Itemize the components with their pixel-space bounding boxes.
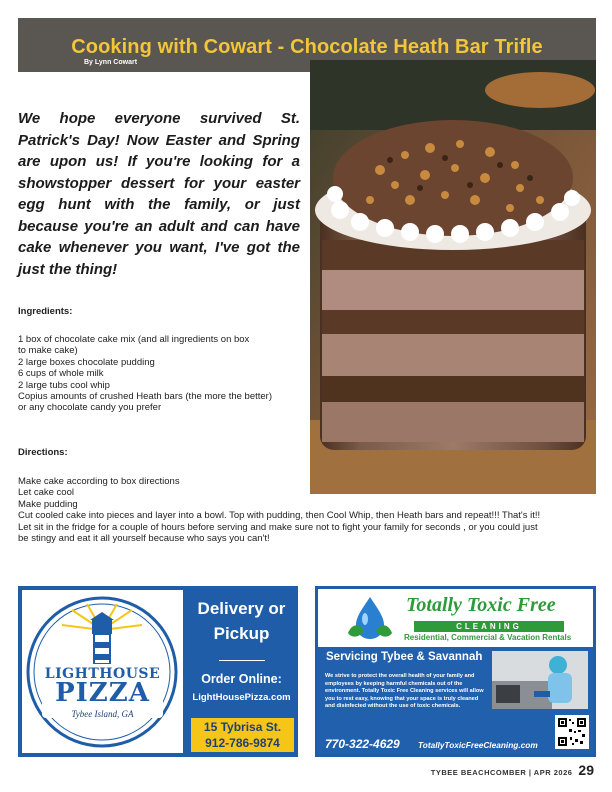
lighthouse-word: LIGHTHOUSE — [44, 666, 161, 682]
list-item: Make pudding — [18, 498, 78, 510]
intro-paragraph: We hope everyone survived St. Patrick's Day! Now Easter and Spring are upon us! If you're looking for a showstopper dessert for your easter egg hunt with the family, or just because you're an adult and can have cake whenever you want, I've got the just the thing! — [18, 110, 300, 278]
company-name: Totally Toxic Free — [406, 594, 556, 616]
trifle-photo — [310, 60, 596, 494]
delivery-line: Delivery or — [197, 599, 286, 618]
publication-info: TYBEE BEACHCOMBER | APR 2026 — [430, 768, 573, 777]
byline: By Lynn Cowart — [84, 59, 138, 66]
list-item: Make cake according to box directions — [18, 476, 180, 487]
list-item: be stingy and eat it all yourself because who says you can't! — [18, 533, 270, 545]
company-description: We strive to protect the overall health of your family and employees by keeping harmful chemicals out of the environment. Totally Toxic Free Cleaning services will allow you to rest easy, knowing that your space is truly cleaned and disinfected without the use of toxic chemicals. — [325, 673, 484, 710]
ingredients-heading: Ingredients: — [18, 306, 73, 317]
lighthouse-pizza-logo — [22, 590, 183, 753]
ad-info-panel — [318, 647, 593, 754]
lighthouse-address: 15 Tybrisa St. — [203, 720, 282, 734]
list-item: Let cake cool — [18, 487, 74, 499]
order-online-label: Order Online: — [201, 672, 282, 686]
ingredients-list — [18, 334, 272, 414]
list-item: Cut cooled cake into pieces and layer into a bowl. Top with pudding, then Cool Whip, then Heath bars and repeat!!! That's it!! — [18, 510, 541, 522]
lighthouse-address-box — [191, 718, 294, 752]
totally-toxic-free-ad[interactable] — [315, 586, 596, 757]
directions-heading: Directions: — [18, 447, 68, 458]
delivery-heading — [185, 596, 298, 646]
services-list: Residential, Commercial & Vacation Rentals — [404, 633, 572, 642]
water-drop-logo-icon — [342, 593, 398, 645]
cleaner-photo — [492, 651, 588, 709]
service-area: Servicing Tybee & Savannah — [326, 651, 483, 663]
company-phone[interactable]: 770-322-4629 — [325, 737, 400, 751]
logo-tagline: Tybee Island, GA — [71, 709, 134, 719]
page-footer — [431, 762, 594, 778]
pickup-line: Pickup — [213, 624, 270, 643]
lighthouse-info — [185, 586, 298, 757]
page-number: 29 — [578, 762, 594, 778]
list-item: 2 large boxes chocolate pudding — [18, 356, 155, 368]
company-url-link[interactable]: TotallyToxicFreeCleaning.com — [418, 740, 538, 750]
cleaning-label: CLEANING — [414, 621, 564, 632]
divider — [219, 660, 265, 661]
directions-list — [18, 476, 540, 544]
list-item: to make cake) — [18, 345, 78, 357]
list-item: 2 large tubs cool whip — [18, 379, 110, 391]
lighthouse-url-link[interactable]: LightHousePizza.com — [192, 692, 291, 703]
list-item: or any chocolate candy you prefer — [18, 402, 162, 414]
article-title: Cooking with Cowart - Chocolate Heath Bar Trifle — [71, 36, 543, 58]
list-item: 6 cups of whole milk — [18, 368, 104, 380]
lighthouse-pizza-ad[interactable] — [18, 586, 298, 757]
list-item: Let sit in the fridge for a couple of hours before serving and make sure not to fight your family for seconds , or you could just — [18, 521, 538, 533]
qr-code-icon[interactable] — [555, 715, 589, 749]
list-item: 1 box of chocolate cake mix (and all ingredients on box — [18, 334, 250, 345]
list-item: Copius amounts of crushed Heath bars (the more the better) — [18, 391, 272, 403]
pizza-word: PIZZA — [55, 678, 150, 708]
lighthouse-phone[interactable]: 912-786-9874 — [205, 736, 280, 750]
